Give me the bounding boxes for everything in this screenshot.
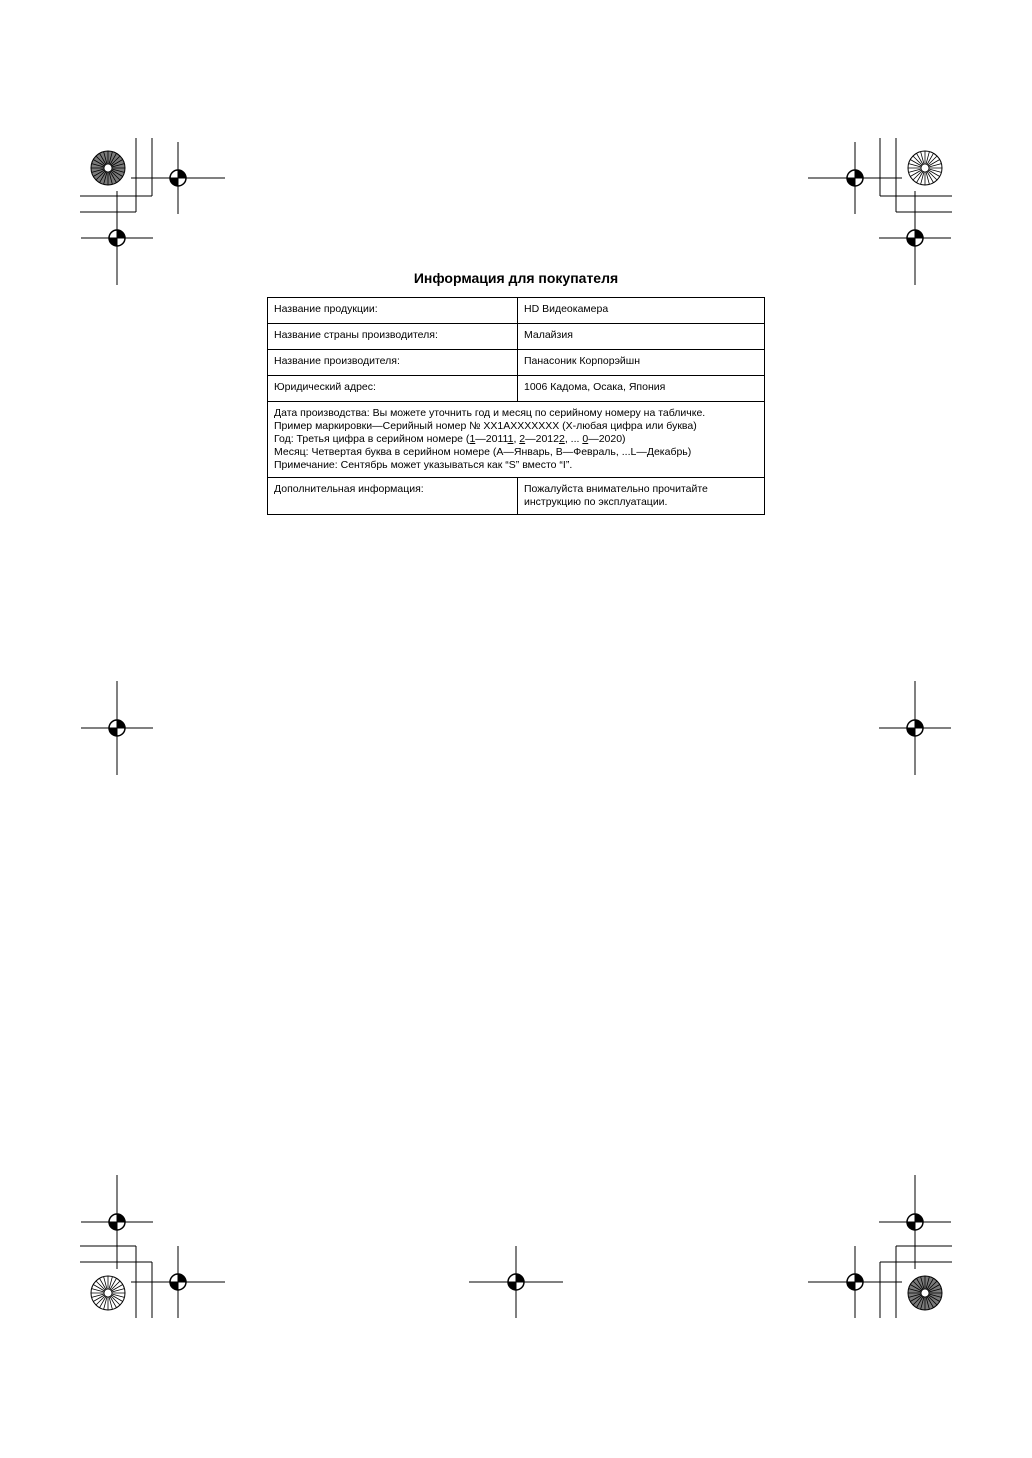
row-value: Малайзия [518,324,765,350]
month-line: Месяц: Четвертая буква в серийном номере (A—Январь, B—Февраль, ...L—Декабрь) [274,446,692,458]
color-rosette-icon [908,151,942,185]
color-rosette-icon [908,1276,942,1310]
registration-target-icon [879,681,951,775]
registration-target-icon [469,1246,563,1318]
page-title: Информация для покупателя [413,270,619,286]
row-value: Пожалуйста внимательно прочитайте инструкцию по эксплуатации. [518,478,765,515]
registration-target-icon [879,191,951,285]
serial-example-line: Пример маркировки—Серийный номер № XX1AXXXXXXX (X-любая цифра или буква) [274,420,697,432]
registration-target-icon [808,1246,902,1318]
production-date-line: Дата производства: Вы можете уточнить год и месяц по серийному номеру на табличке. [274,407,706,419]
row-label: Дополнительная информация: [268,478,518,515]
registration-target-icon [808,142,902,214]
registration-target-icon [131,142,225,214]
registration-target-icon [131,1246,225,1318]
registration-target-icon [81,191,153,285]
year-line: Год: Третья цифра в серийном номере (1—20111, 2—20122, ... 0—2020) [274,433,626,445]
row-label: Юридический адрес: [268,376,518,402]
row-label: Название производителя: [268,350,518,376]
row-value: 1006 Кадома, Осака, Япония [518,376,765,402]
row-label: Название страны производителя: [268,324,518,350]
row-value: Панасоник Корпорэйшн [518,350,765,376]
registration-target-icon [879,1175,951,1269]
row-value: HD Видеокамера [518,298,765,324]
color-rosette-icon [91,151,125,185]
registration-target-icon [81,681,153,775]
row-label: Название продукции: [268,298,518,324]
note-line: Примечание: Сентябрь может указываться как “S” вместо “I”. [274,459,573,471]
color-rosette-icon [91,1276,125,1310]
registration-target-icon [81,1175,153,1269]
